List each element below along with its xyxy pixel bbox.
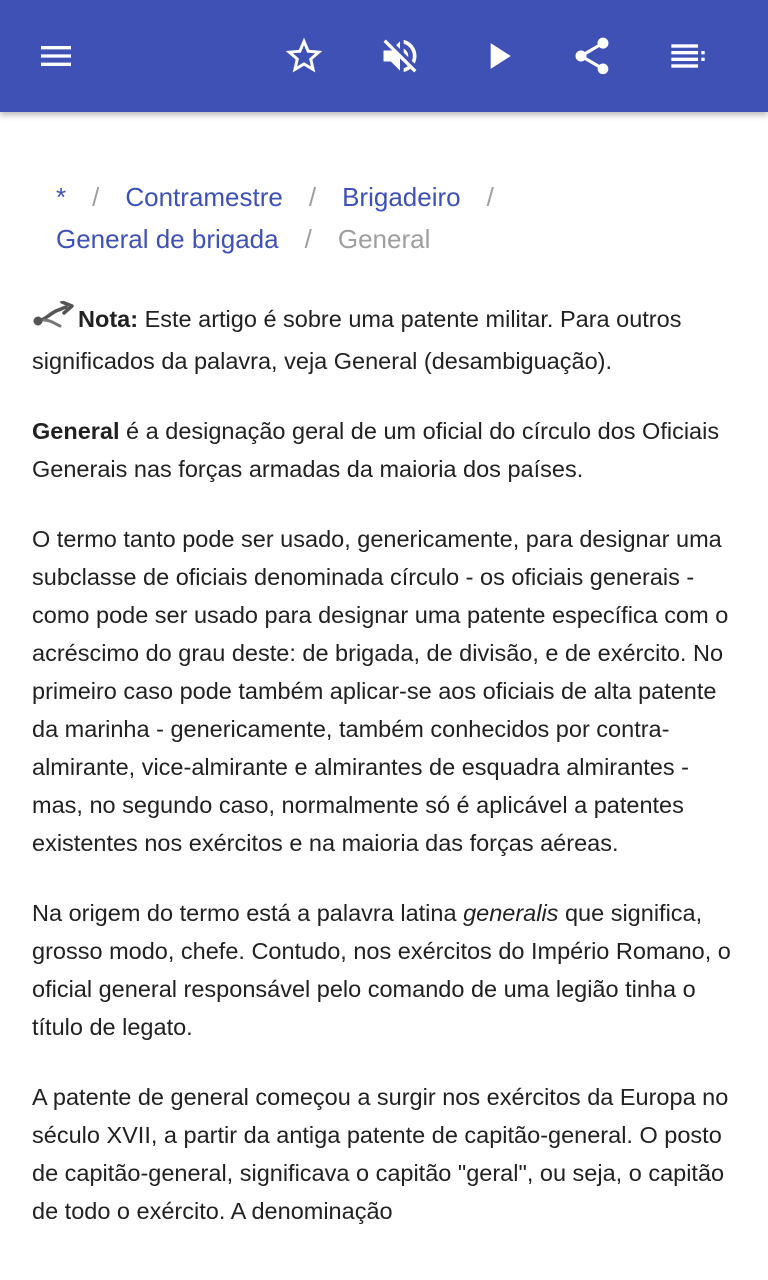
- breadcrumb-separator: /: [304, 224, 312, 254]
- play-button[interactable]: [470, 28, 526, 84]
- paragraph-3: A patente de general começou a surgir nos exércitos da Europa no século XVII, a partir da antiga patente de capitão-general. O posto de capitão-general, significava o capitão "geral", ou seja, o capitão de todo o exército. A denominação: [32, 1084, 729, 1224]
- menu-button[interactable]: [28, 28, 84, 84]
- play-icon: [476, 34, 520, 78]
- mute-button[interactable]: [372, 28, 428, 84]
- volume-off-icon: [378, 34, 422, 78]
- breadcrumb-separator: /: [308, 182, 317, 212]
- paragraph-2: [32, 894, 740, 1046]
- disambiguation-note: [32, 300, 740, 380]
- breadcrumb-separator: /: [486, 182, 494, 212]
- note-text: Este artigo é sobre uma patente militar. Para outros significados da palavra, veja General (desambiguação).: [32, 306, 682, 374]
- breadcrumb-link-home[interactable]: *: [56, 182, 67, 212]
- menu-icon: [36, 36, 76, 76]
- paragraph-2-end: que significa, grosso modo, chefe. Contudo, nos exércitos do Império Romano, o oficial general responsável pelo comando de uma legião tinha o título de legato.: [32, 900, 731, 1040]
- playlist-icon: [668, 36, 708, 76]
- article-content: [32, 300, 740, 1262]
- lead-text: é a designação geral de um oficial do círculo dos Oficiais Generais nas forças armadas da maioria dos países.: [32, 418, 720, 482]
- breadcrumb: [56, 176, 736, 260]
- disambiguation-icon: [32, 301, 74, 342]
- contents-button[interactable]: [660, 28, 716, 84]
- breadcrumb-link-contramestre[interactable]: Contramestre: [125, 182, 283, 212]
- favorite-button[interactable]: [276, 28, 332, 84]
- breadcrumb-link-brigadeiro[interactable]: Brigadeiro: [342, 182, 461, 212]
- paragraph-1: O termo tanto pode ser usado, genericamente, para designar uma subclasse de oficiais denominada círculo - os oficiais generais - como pode ser usado para designar uma patente específica com o acréscimo do grau deste: de brigada, de divisão, e de exército. No primeiro caso pode também aplicar-se aos oficiais de alta patente da marinha - genericamente, também conhecidos por contra-almirante, vice-almirante e almirantes de esquadra almirantes - mas, no segundo caso, normalmente só é aplicável a patentes existentes nos exércitos e na maioria das forças aéreas.: [32, 526, 729, 856]
- lead-paragraph: [32, 412, 740, 488]
- latin-term: generalis: [463, 900, 559, 926]
- note-label: Nota:: [78, 306, 139, 332]
- share-icon: [570, 34, 614, 78]
- lead-term: General: [32, 418, 120, 444]
- breadcrumb-separator: /: [92, 182, 100, 212]
- breadcrumb-link-general-de-brigada[interactable]: General de brigada: [56, 224, 279, 254]
- app-toolbar: [0, 0, 768, 112]
- share-button[interactable]: [564, 28, 620, 84]
- star-outline-icon: [282, 34, 326, 78]
- paragraph-2-start: Na origem do termo está a palavra latina: [32, 900, 464, 926]
- breadcrumb-current: General: [337, 224, 431, 254]
